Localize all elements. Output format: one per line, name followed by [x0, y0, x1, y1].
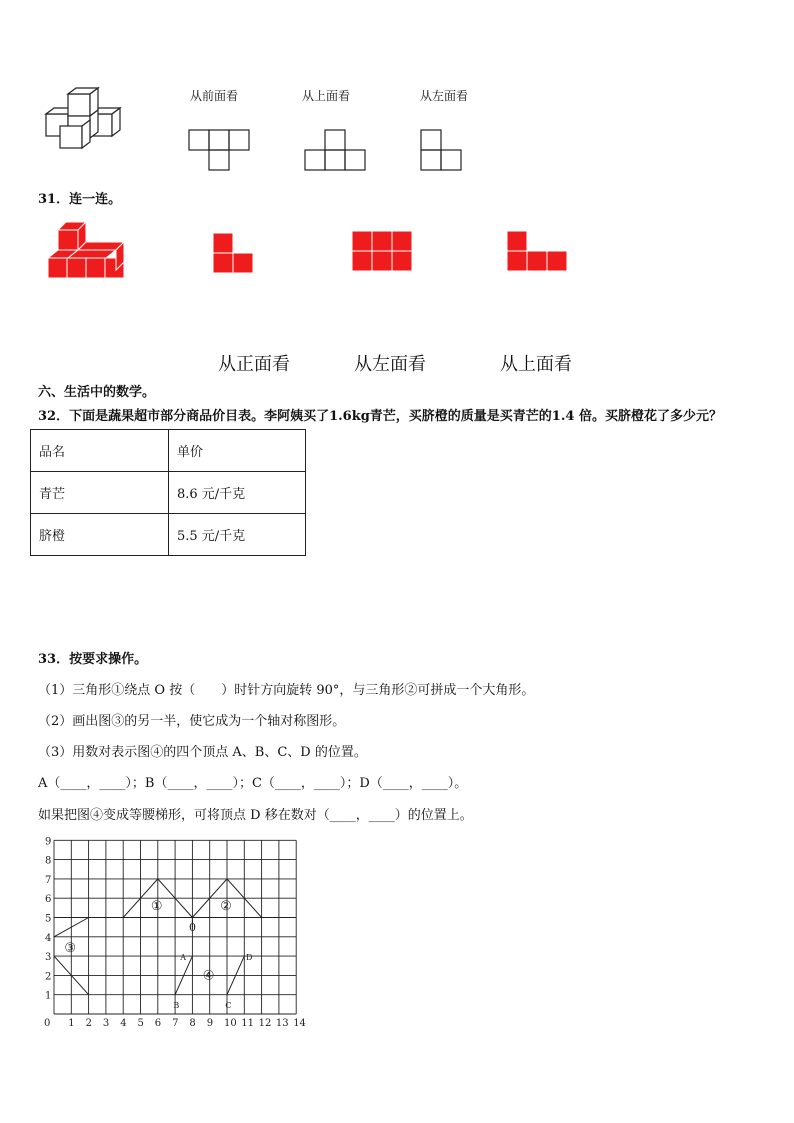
q33-title: 33．按要求操作。: [38, 652, 148, 667]
q33-answer-line: A（____，____）；B（____，____）；C（____，____）；D（____，____）。: [38, 776, 468, 791]
q31-view-shape-c: [506, 230, 576, 280]
q30-cube-figure: [42, 86, 172, 156]
q31-view-label-front: 从正面看: [218, 354, 290, 375]
q30-view-label-top: 从上面看: [302, 89, 351, 103]
label-shape-3: ③: [64, 941, 77, 957]
q31-view-label-top: 从上面看: [500, 354, 572, 375]
grid-x-ticks: [44, 1018, 306, 1029]
y-tick-label: 1: [45, 990, 52, 1002]
q33-item-3: （3）用数对表示图④的四个顶点 A、B、C、D 的位置。: [38, 745, 367, 760]
y-tick-label: 6: [45, 894, 52, 906]
q30-view-label-front: 从前面看: [190, 89, 239, 103]
y-tick-label: 4: [45, 932, 52, 944]
y-tick-label: 8: [45, 855, 52, 867]
x-tick-label: 13: [275, 1018, 289, 1029]
label-point-B: B: [173, 1001, 180, 1011]
x-tick-label: 6: [154, 1018, 162, 1029]
coordinate-grid: [36, 830, 336, 1035]
q31-view-label-left: 从左面看: [354, 354, 426, 375]
label-shape-1: ①: [150, 898, 163, 914]
table-header-name: 品名: [31, 430, 169, 472]
x-tick-label: 7: [172, 1018, 179, 1029]
x-tick-label: 8: [189, 1018, 196, 1029]
label-point-O: 0: [188, 921, 196, 935]
grid-lines: [54, 840, 296, 1014]
grid-labels: [64, 899, 252, 1010]
x-tick-label: 11: [241, 1018, 255, 1029]
section6-title: 六、生活中的数学。: [38, 385, 156, 400]
x-tick-label: 0: [44, 1018, 51, 1029]
x-tick-label: 9: [206, 1018, 214, 1029]
y-tick-label: 7: [45, 874, 52, 886]
table-header-price: 单价: [169, 430, 306, 472]
q30-view-label-left: 从左面看: [420, 89, 469, 103]
q33-item-2: （2）画出图③的另一半，使它成为一个轴对称图形。: [38, 714, 346, 729]
y-tick-label: 9: [45, 836, 52, 848]
x-tick-label: 1: [68, 1018, 75, 1029]
table-cell-name: 脐橙: [31, 514, 169, 556]
table-row: [31, 514, 306, 556]
q30-front-view: [188, 128, 258, 178]
table-cell-name: 青芒: [31, 472, 169, 514]
x-tick-label: 3: [102, 1018, 110, 1029]
q33-last-line: 如果把图④变成等腰梯形，可将顶点 D 移在数对（____，____）的位置上。: [38, 808, 473, 823]
label-point-C: C: [225, 1001, 232, 1011]
table-cell-price: 8.6 元/千克: [169, 472, 306, 514]
q30-left-view: [420, 128, 480, 178]
label-point-D: D: [246, 952, 253, 962]
x-tick-label: 14: [293, 1018, 306, 1029]
x-tick-label: 12: [258, 1018, 272, 1029]
table-row: [31, 472, 306, 514]
table-cell-price: 5.5 元/千克: [169, 514, 306, 556]
table-row: [31, 430, 306, 472]
q31-view-shape-a: [212, 232, 262, 282]
y-tick-label: 3: [45, 952, 52, 964]
y-tick-label: 2: [45, 971, 52, 983]
x-tick-label: 4: [120, 1018, 127, 1029]
q31-view-shape-b: [351, 230, 421, 280]
q33-item-1: （1）三角形①绕点 O 按（ ）时针方向旋转 90°，与三角形②可拼成一个大角形。: [38, 683, 535, 698]
q31-red-solid: [44, 216, 134, 286]
q32-question: 32．下面是蔬果超市部分商品价目表。李阿姨买了1.6kg青芒，买脐橙的质量是买青芒的1.4 倍。买脐橙花了多少元？: [38, 409, 722, 424]
y-tick-label: 5: [45, 913, 52, 925]
label-point-A: A: [180, 952, 187, 962]
grid-y-ticks: [45, 836, 51, 1001]
x-tick-label: 2: [85, 1018, 92, 1029]
price-table: [30, 429, 306, 556]
x-tick-label: 5: [137, 1018, 144, 1029]
q30-top-view: [304, 128, 374, 178]
label-shape-4: ④: [202, 968, 215, 984]
x-tick-label: 10: [224, 1018, 237, 1029]
label-shape-2: ②: [220, 898, 232, 914]
q31-title: 31．连一连。: [38, 192, 122, 207]
